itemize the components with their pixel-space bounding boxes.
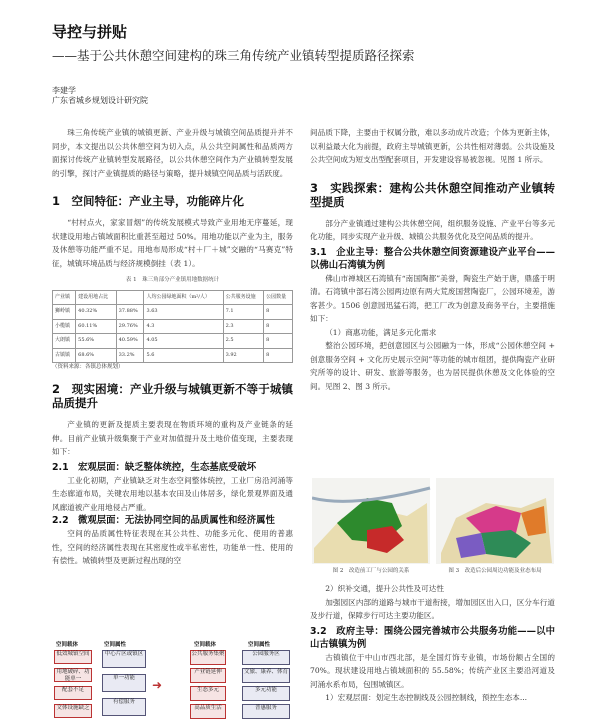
table-cell: 37.88%	[116, 305, 144, 320]
author-org: 广东省城乡规划设计研究院	[52, 96, 148, 105]
section-tag: 导控与拼贴	[52, 23, 128, 41]
diagram-center-item: 生态多元	[190, 686, 226, 701]
section-3-paragraph: 部分产业镇通过建构公共休憩空间，组织服务设施、产业平台等多元化功能，同步实现产业升级、城镇公共服务优化及空间品质的提升。	[310, 218, 555, 241]
table-cell: 8	[264, 305, 293, 320]
diagram-left-item: 配套不足	[54, 686, 92, 700]
item-3-line: 1）宏观层面：划定生态控制线及公园控制线，预控生态本...	[325, 693, 528, 702]
table-cell: 5.6	[144, 348, 223, 363]
figure-2-map	[312, 478, 554, 564]
diagram-right-head: 空间载体	[194, 642, 217, 648]
table-cell: 8	[264, 348, 293, 363]
table-header-cell: 人均公园绿地面积（m²/人）	[144, 290, 223, 305]
table-cell: 40.59%	[116, 334, 144, 349]
diagram-right-head-2: 空间属性	[248, 642, 271, 648]
diagram-left-item: 低效城镇空间	[54, 650, 92, 664]
author-block	[52, 86, 148, 106]
table-header-cell: 公共服务设施	[223, 290, 263, 305]
table-cell: 小榄镇	[53, 319, 76, 334]
right-column	[310, 126, 555, 393]
table-header-cell: 公园数量	[264, 290, 293, 305]
section-2-2-title: 2.2 微观层面：无法协同空间的品质属性和经济属性	[52, 515, 275, 526]
diagram-center-item: 公共服务集聚	[190, 650, 226, 665]
table-1	[52, 290, 293, 364]
diagram-center-item: 高品质生活	[190, 704, 226, 719]
section-2-2-paragraph: 空间的品质属性特征表现在其公共性、功能多元化、使用的普惠性，空间的经济属性表现在其密度性或半私密性，功能单一性、使用的有偿性。城镇转型及更新过程出现的空	[52, 529, 293, 565]
section-2-title: 2 现实困境：产业升级与城镇更新不等于城镇品质提升	[52, 382, 293, 410]
table-row	[53, 334, 293, 349]
table-cell: 大朗镇	[53, 334, 76, 349]
figures-2-3	[312, 478, 554, 574]
section-2-1-paragraph: 工业化初期，产业镇缺乏对生态空间整体统控，工业厂房沿河涌等生态廊道布局，关键农用地以基本农田及山体居多，绿化景观界面及通风廊道被产业用地侵占严重。	[52, 475, 293, 512]
section-3-1-paragraph: 佛山市禅城区石湾镇有“南国陶都”美誉，陶瓷生产始于唐，鼎盛于明清。石湾镇中部石湾公园两边原有两大荒废国营陶瓷厂，公园环境差，游客甚少。1506 创意园迅猛石湾，把工厂改为创意及商务平台，主要措施如下：	[310, 273, 555, 323]
table-header-cell	[116, 290, 144, 305]
table-cell: 7.1	[223, 305, 263, 320]
figure-1-diagram	[52, 638, 293, 727]
table-cell: 3.63	[144, 305, 223, 320]
item-1-title: （1）商惠功能，满足多元化需求	[325, 327, 437, 337]
diagram-left-head: 空间载体	[56, 642, 79, 648]
table-source: （资料来源：各镇总体规划）	[52, 364, 124, 370]
table-cell: 狮岭镇	[53, 305, 76, 320]
table-cell: 4.05	[144, 334, 223, 349]
table-cell: 8	[264, 319, 293, 334]
diagram-right-item: 文旅、康养、体育	[242, 668, 290, 683]
table-cell: 古镇镇	[53, 348, 76, 363]
section-3-title: 3 实践探索：建构公共休憩空间推动产业镇转型提质	[310, 180, 555, 209]
item-1-paragraph: 整治公园环境，把创意园区与公园融为一体，形成“公园休憩空间 + 创意服务空间 + 文化历史展示空间”等功能的城市组团，提供陶瓷产业研究所等的设计、研发、旅游等服务，也为居民提供休憩及文化体验的空间。见图 2、图 3 所示。	[310, 341, 555, 391]
diagram-mid-head: 空间属性	[104, 642, 127, 648]
section-2-paragraph: 产业镇的更新及提质主要表现在物质环境的重构及产业链条的延伸。目前产业镇升级集聚于产业对加值提升及土地价值变现，主要表现如下：	[52, 420, 293, 456]
section-3-2-title: 3.2 政府主导：围绕公园完善城市公共服务功能——以中山古镇镇为例	[310, 625, 555, 650]
section-3-1-title: 3.1 企业主导：整合公共休憩空间资源建设产业平台——以佛山石湾镇为例	[310, 246, 555, 271]
right-column-lower	[310, 582, 555, 705]
article-subtitle: ——基于公共休憩空间建构的珠三角传统产业镇转型提质路径探索	[52, 48, 415, 63]
table-row	[53, 305, 293, 320]
section-2-1-title: 2.1 宏观层面：缺乏整体统控，生态基底受破坏	[52, 461, 257, 473]
figure-3-caption: 图 3 改造后公园周边功能及业态布局	[448, 568, 542, 574]
table-cell: 33.2%	[116, 348, 144, 363]
diagram-left-item: 文体设施缺乏	[54, 704, 92, 718]
table-cell: 2.5	[223, 334, 263, 349]
table-cell: 60.11%	[76, 319, 116, 334]
continued-paragraph: 间品质下降，主要由于权属分散，难以多动成片改造；个体为更新主体，以利益最大化为前提，政府主导城镇更新，公共性相对薄弱。公共设施及公共空间成为短支出型配套项目，开发建设容易被忽视。见图 1 所示。	[310, 128, 555, 164]
diagram-center-item: 产业链延伸	[190, 668, 226, 683]
table-cell: 4.3	[144, 319, 223, 334]
table-header-cell: 产业镇	[53, 290, 76, 305]
table-cell: 68.6%	[76, 348, 116, 363]
table-cell: 8	[264, 334, 293, 349]
table-cell: 2.3	[223, 319, 263, 334]
diagram-left-item: 用地破碎、功能单一	[54, 668, 92, 682]
author-name: 李建学	[52, 86, 76, 95]
table-header-row	[53, 290, 293, 305]
table-cell: 29.76%	[116, 319, 144, 334]
figure-3-map	[436, 478, 554, 564]
table-header-cell: 建设用地占比	[76, 290, 116, 305]
section-1-title: 1 空间特征：产业主导，功能碎片化	[52, 194, 244, 208]
table-1-caption: 表 1 珠三角部分产业镇用地数据统计	[125, 277, 220, 283]
left-column	[52, 126, 293, 568]
section-3-2-paragraph: 古镇镇位于中山市西北部，是全国灯饰专业镇，市场份额占全国的 70%。现状建设用地占镇域面积的 55.58%；传统产业区主要沿河道及河涌水系布局，包围城镇区。	[310, 652, 555, 689]
diagram-mid-item: 中心片区或镇区	[102, 650, 146, 668]
diagram-mid-item: 单一功能	[102, 674, 146, 692]
diagram-right-item: 普惠服务	[242, 704, 290, 719]
item-2-paragraph: 加强园区内部的道路与城市干道衔接，增加园区出入口，区分车行道及步行道，保障步行可达主要功能区。	[310, 597, 555, 620]
arrow-right-icon: ➜	[152, 678, 163, 692]
figure-2-caption: 图 2 改造前工厂与公园的关系	[332, 568, 410, 574]
table-cell: 40.32%	[76, 305, 116, 320]
abstract: 珠三角传统产业镇的城镇更新、产业升级与城镇空间品质提升并不同步，本文提出以公共休憩空间为切入点，从公共空间属性和品质两方面探讨传统产业镇转型发展路径，以公共休憩空间作为产业镇转型发展的引擎，探讨产业镇提质的路径与策略，提升城镇空间品质与活跃度。	[52, 128, 293, 178]
table-row	[53, 348, 293, 363]
diagram-right-item: 公园服务区	[242, 650, 290, 665]
table-cell: 3.92	[223, 348, 263, 363]
diagram-mid-item: 有偿服务	[102, 698, 146, 716]
section-1-paragraph: “村村点火，家家冒烟”的传统发展模式导致产业用地无序蔓延，现状建设用地占镇域面积比重甚至超过 50%。用地功能以产业为主，服务及休憩等功能严重不足。用地布局形成“村＋厂＋城”交融的“马赛克”特征，城镇环境品质与经济规模倒挂（表 1）。	[52, 218, 293, 268]
table-cell: 55.6%	[76, 334, 116, 349]
table-row	[53, 319, 293, 334]
item-2-title: 2）织补交通，提升公共性及可达性	[325, 584, 444, 593]
diagram-right-item: 多元功能	[242, 686, 290, 701]
